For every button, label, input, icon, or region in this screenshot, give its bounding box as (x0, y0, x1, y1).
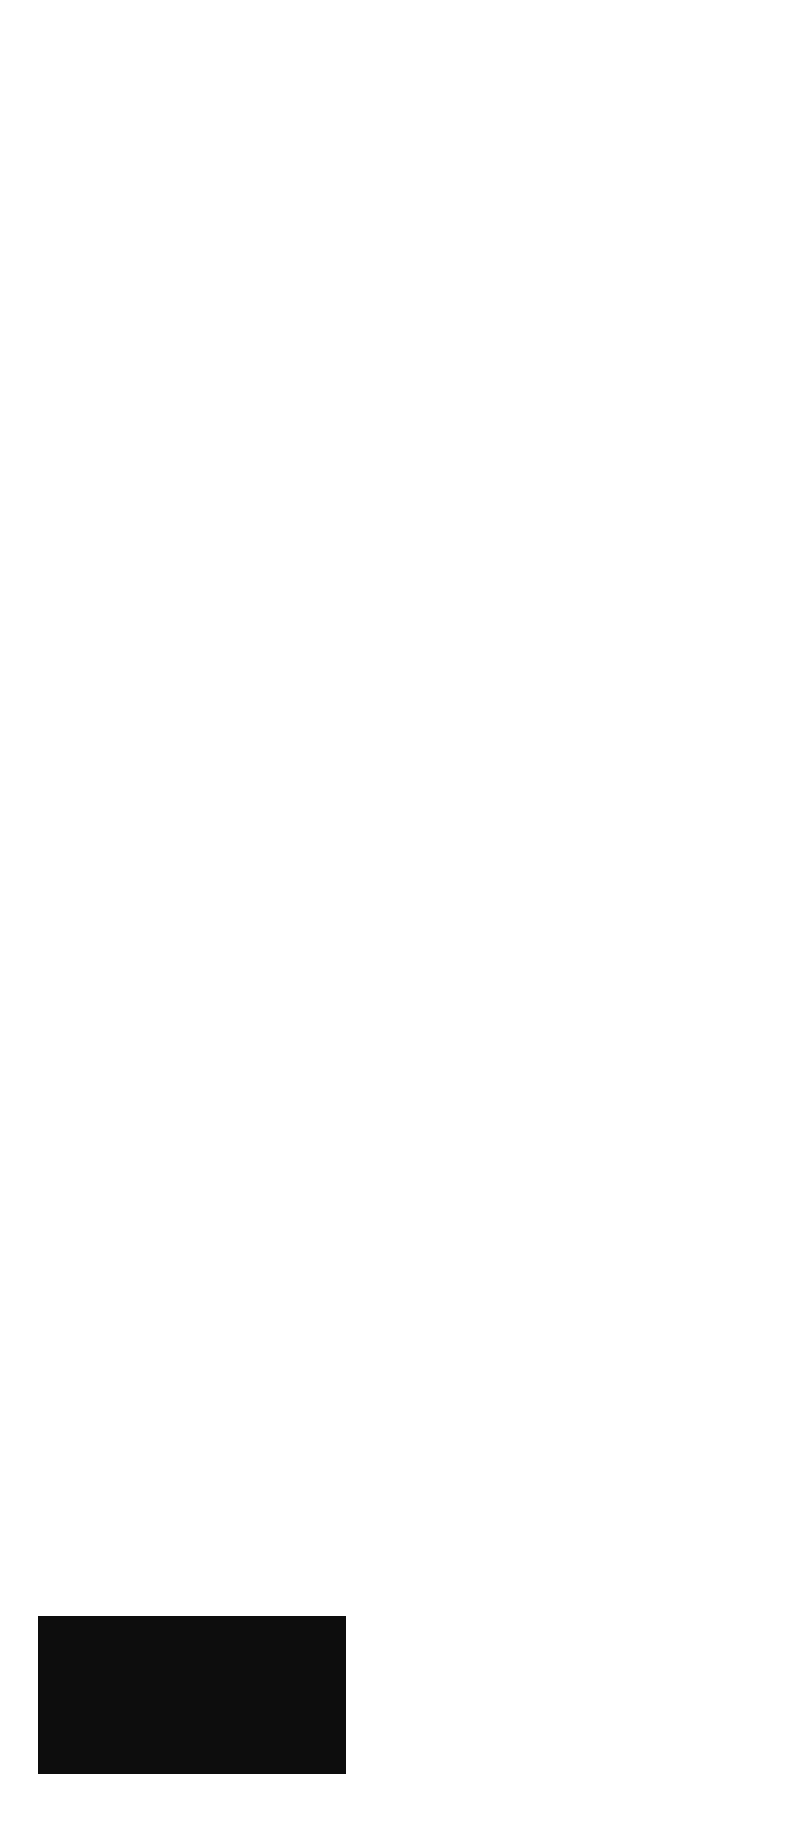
param-row (0, 198, 800, 218)
section-row (0, 629, 800, 649)
param-row (0, 159, 800, 179)
param-row (0, 277, 800, 297)
section-row (0, 932, 800, 952)
param-row (0, 316, 800, 336)
param-row (0, 1421, 800, 1441)
param-row (0, 1010, 800, 1030)
param-row (0, 951, 800, 971)
param-row (0, 1030, 800, 1050)
param-row (0, 669, 800, 689)
param-row (0, 1265, 800, 1285)
param-row (0, 1402, 800, 1422)
section-row (0, 42, 800, 62)
param-row (0, 120, 800, 140)
param-row (0, 708, 800, 728)
param-row (0, 551, 800, 571)
param-row (0, 571, 800, 591)
param-row (0, 394, 800, 414)
param-row (0, 433, 800, 453)
param-row (0, 971, 800, 991)
param-row (0, 1049, 800, 1069)
param-row (0, 336, 800, 356)
param-row (0, 1206, 800, 1226)
param-row (0, 61, 800, 81)
param-row (0, 473, 800, 493)
param-row (0, 610, 800, 630)
param-row (0, 218, 800, 238)
param-row (0, 1108, 800, 1128)
section-row (0, 1284, 800, 1304)
param-row (0, 1363, 800, 1383)
param-row (0, 238, 800, 258)
param-row (0, 1441, 800, 1461)
param-row (0, 100, 800, 120)
param-row (0, 767, 800, 787)
section-row (0, 492, 800, 512)
param-row (0, 590, 800, 610)
param-row (0, 1186, 800, 1206)
param-row (0, 1245, 800, 1265)
table-header-row (0, 22, 800, 42)
param-row (0, 786, 800, 806)
param-row (0, 1069, 800, 1089)
param-row (0, 531, 800, 551)
param-row (0, 1382, 800, 1402)
param-row (0, 414, 800, 434)
param-row (0, 990, 800, 1010)
param-row (0, 1461, 800, 1481)
param-row (0, 296, 800, 316)
param-row (0, 1343, 800, 1363)
param-row (0, 512, 800, 532)
param-row (0, 747, 800, 767)
function-table-1 (0, 22, 800, 825)
section-row (0, 1167, 800, 1187)
param-row (0, 1147, 800, 1167)
param-row (0, 1323, 800, 1343)
param-row (0, 453, 800, 473)
param-row (0, 375, 800, 395)
param-row (0, 727, 800, 747)
param-row (0, 1088, 800, 1108)
param-row (0, 81, 800, 101)
function-table-2 (0, 912, 800, 1480)
param-row (0, 1128, 800, 1148)
param-row (0, 179, 800, 199)
param-row (0, 1304, 800, 1324)
param-row (0, 649, 800, 669)
table-header-row (0, 912, 800, 932)
ako-logo (38, 1616, 346, 1774)
param-row (0, 355, 800, 375)
param-row (0, 806, 800, 826)
param-row (0, 140, 800, 160)
param-row (0, 688, 800, 708)
section-row (0, 257, 800, 277)
param-row (0, 1226, 800, 1246)
